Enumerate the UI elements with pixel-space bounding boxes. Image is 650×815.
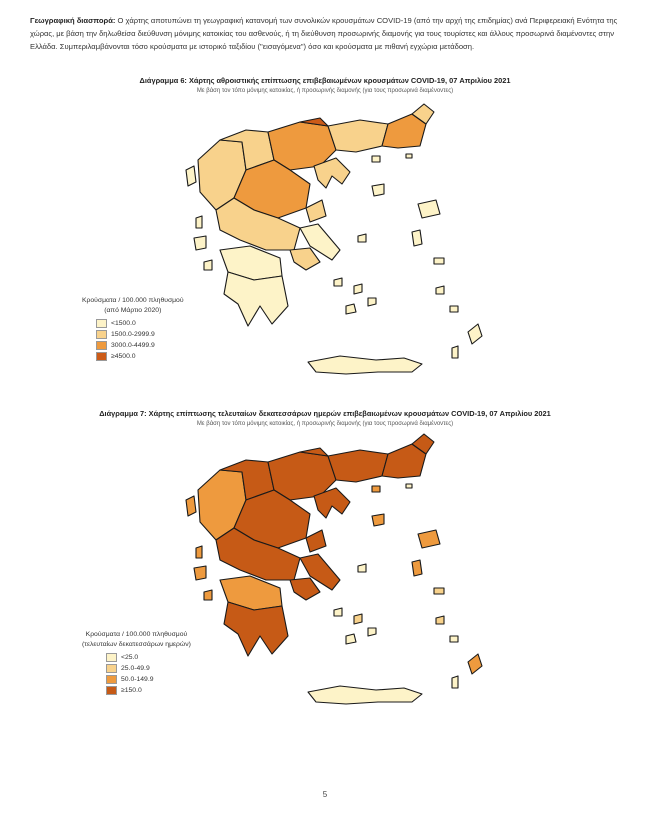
map7-thasos — [372, 486, 380, 492]
map6-lefkada — [196, 216, 202, 228]
legend-label: 50.0-149.9 — [121, 676, 154, 683]
map6-zakynthos — [204, 260, 212, 270]
map7-lemnos — [372, 514, 384, 526]
figure6-legend-subtitle: (από Μάρτιο 2020) — [104, 307, 162, 314]
map7-kefalonia — [194, 566, 206, 580]
legend7-item — [106, 686, 191, 695]
map6-cyclades-d — [346, 304, 356, 314]
legend6-item — [96, 341, 184, 350]
map6-corfu — [186, 166, 196, 186]
intro-paragraph — [30, 14, 622, 53]
legend-swatch — [106, 664, 117, 673]
legend-label: 3000.0-4499.9 — [111, 342, 155, 349]
map7-lefkada — [196, 546, 202, 558]
legend7-item — [106, 664, 191, 673]
map7-samothraki — [406, 484, 412, 488]
legend-label: <1500.0 — [111, 320, 136, 327]
map6-kefalonia — [194, 236, 206, 250]
map6-cyclades-c — [368, 298, 376, 306]
legend6-item — [96, 319, 184, 328]
figure7-map — [150, 430, 500, 720]
map6-crete — [308, 356, 422, 374]
map7-crete — [308, 686, 422, 704]
intro-text: Ο χάρτης αποτυπώνει τη γεωγραφική κατανομή των συνολικών κρουσμάτων COVID-19 (από την αρχή της επιδημίας) ανά Περιφερειακή Ενότητα της χώρας, με βάση την δηλωθείσα διεύθυνση μόνιμης κατοικίας του ασθενούς, ή τη διεύθυνση προσωρινής διαμονής για τους τουρίστες και άλλους προσωρινά διαμένοντες στην Ελλάδα. Συμπεριλαμβάνονται τόσο κρούσματα με ιστορικό ταξιδίου ("εισαγόμενα") όσο και κρούσματα με πιθανή εγχώρια μετάδοση. — [30, 16, 618, 51]
map6-peloponnese-south — [224, 272, 288, 326]
map7-attica — [290, 578, 320, 600]
legend7-item — [106, 653, 191, 662]
page-number: 5 — [322, 790, 328, 799]
map7-east-macedonia — [328, 450, 388, 482]
map7-karpathos — [452, 676, 458, 688]
figure6-map — [150, 100, 500, 390]
map7-cyclades-d — [346, 634, 356, 644]
map6-skyros — [358, 234, 366, 242]
map6-lesvos — [418, 200, 440, 218]
legend-label: 1500.0-2999.9 — [111, 331, 155, 338]
map7-cyclades-c — [368, 628, 376, 636]
map6-dodecanese-a — [436, 286, 444, 294]
figure6-legend — [82, 296, 184, 361]
map7-chios — [412, 560, 422, 576]
figure7-legend — [82, 630, 191, 695]
map6-samothraki — [406, 154, 412, 158]
map6-cyclades-a — [334, 278, 342, 286]
map7-cyclades-b — [354, 614, 362, 624]
legend-swatch — [96, 352, 107, 361]
legend-swatch — [96, 330, 107, 339]
map6-thasos — [372, 156, 380, 162]
legend-label: 25.0-49.9 — [121, 665, 150, 672]
map6-karpathos — [452, 346, 458, 358]
map6-lemnos — [372, 184, 384, 196]
legend-label: <25.0 — [121, 654, 139, 661]
map7-peloponnese-south — [224, 602, 288, 656]
map6-east-macedonia — [328, 120, 388, 152]
figure7-legend-title: Κρούσματα / 100.000 πληθυσμού — [85, 631, 188, 638]
figure6-title: Διάγραμμα 6: Χάρτης αθροιστικής επίπτωσης επιβεβαιωμένων κρουσμάτων COVID-19, 07 Απριλίου 2021 — [139, 76, 511, 85]
figure6-legend-title: Κρούσματα / 100.000 πληθυσμού — [82, 297, 184, 304]
map7-dodecanese-b — [450, 636, 458, 642]
map6-cyclades-b — [354, 284, 362, 294]
map6-rhodes — [468, 324, 482, 344]
figure7-title: Διάγραμμα 7: Χάρτης επίπτωσης τελευταίων δεκατεσσάρων ημερών επιβεβαιωμένων κρουσμάτων COVID-19, 07 Απριλίου 2021 — [99, 409, 551, 418]
legend6-item — [96, 330, 184, 339]
legend-label: ≥150.0 — [121, 687, 142, 694]
map7-samos — [434, 588, 444, 594]
figure7-subtitle: Με βάση τον τόπο μόνιμης κατοικίας, ή προσωρινής διαμονής (για τους προσωρινά διαμένοντες) — [196, 421, 454, 427]
map7-magnesia — [306, 530, 326, 552]
legend-swatch — [96, 319, 107, 328]
legend-swatch — [106, 653, 117, 662]
map7-dodecanese-a — [436, 616, 444, 624]
map7-rhodes — [468, 654, 482, 674]
legend7-item — [106, 675, 191, 684]
map7-zakynthos — [204, 590, 212, 600]
map6-magnesia — [306, 200, 326, 222]
map6-attica — [290, 248, 320, 270]
intro-label: Γεωγραφική διασπορά: — [30, 16, 116, 25]
legend-swatch — [96, 341, 107, 350]
legend-swatch — [106, 686, 117, 695]
map6-dodecanese-b — [450, 306, 458, 312]
map6-samos — [434, 258, 444, 264]
map7-lesvos — [418, 530, 440, 548]
map7-skyros — [358, 564, 366, 572]
legend-swatch — [106, 675, 117, 684]
map6-chios — [412, 230, 422, 246]
map7-corfu — [186, 496, 196, 516]
legend6-item — [96, 352, 184, 361]
legend-label: ≥4500.0 — [111, 353, 136, 360]
figure7-legend-subtitle: (τελευταίων δεκατεσσάρων ημερών) — [82, 641, 191, 648]
figure6-subtitle: Με βάση τον τόπο μόνιμης κατοικίας, ή προσωρινής διαμονής (για τους προσωρινά διαμένοντες) — [196, 88, 454, 94]
map7-cyclades-a — [334, 608, 342, 616]
